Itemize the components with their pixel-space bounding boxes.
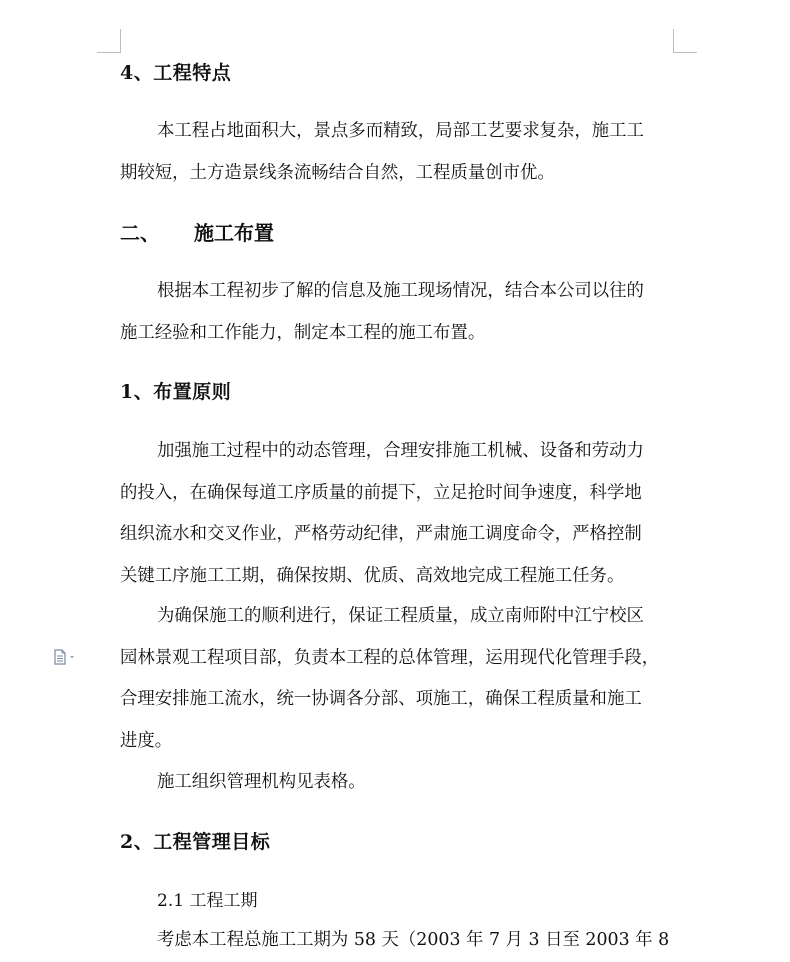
paragraph-line: 组织流水和交叉作业，严格劳动纪律，严肃施工调度命令，严格控制	[120, 524, 642, 544]
paragraph-line: 本工程占地面积大，景点多而精致，局部工艺要求复杂，施工工	[157, 121, 644, 141]
paragraph-line: 进度。	[120, 730, 173, 751]
paragraph-schedule-partial	[120, 920, 675, 962]
paragraph-line: 根据本工程初步了解的信息及施工现场情况，结合本公司以往的	[157, 281, 644, 301]
paragraph-layout-principles	[120, 431, 675, 597]
paragraph-line: 期较短，土方造景线条流畅结合自然，工程质量创市优。	[120, 162, 555, 183]
chapter-number: 二、	[120, 221, 160, 245]
chapter-heading-2	[120, 219, 675, 247]
paragraph-line: 施工组织管理机构见表格。	[157, 772, 366, 792]
chapter-title: 施工布置	[194, 221, 274, 245]
paragraph-line: 园林景观工程项目部，负责本工程的总体管理，运用现代化管理手段，	[120, 647, 660, 668]
paragraph-line: 的投入，在确保每道工序质量的前提下，立足抢时间争速度，科学地	[120, 482, 642, 503]
paragraph-line: 合理安排施工流水，统一协调各分部、项施工，确保工程质量和施工	[120, 689, 642, 709]
paragraph-line: 考虑本工程总施工工期为 58 天（2003 年 7 月 3 日至 2003 年 8	[157, 930, 670, 950]
paragraph-line: 为确保施工的顺利进行，保证工程质量，成立南师附中江宁校区	[157, 606, 644, 626]
section-heading-2: 2、工程管理目标	[120, 831, 271, 853]
page-corner-mark-top-right	[673, 29, 697, 53]
paragraph-line: 施工经验和工作能力，制定本工程的施工布置。	[120, 322, 486, 343]
paragraph-construction-layout	[120, 271, 675, 354]
document-options-icon[interactable]	[53, 649, 77, 665]
paragraph-project-features	[120, 111, 675, 194]
paragraph-line: 关键工序施工工期，确保按期、优质、高效地完成工程施工任务。	[120, 565, 625, 586]
paragraph-org-chart-note	[120, 762, 675, 804]
section-heading-4: 4、工程特点	[120, 62, 232, 84]
section-heading-1: 1、布置原则	[120, 381, 232, 403]
paragraph-project-department	[120, 596, 675, 762]
page-corner-mark-top-left	[97, 29, 121, 53]
paragraph-line: 加强施工过程中的动态管理，合理安排施工机械、设备和劳动力	[157, 441, 644, 461]
subsection-heading-2-1: 2.1 工程工期	[157, 891, 258, 911]
